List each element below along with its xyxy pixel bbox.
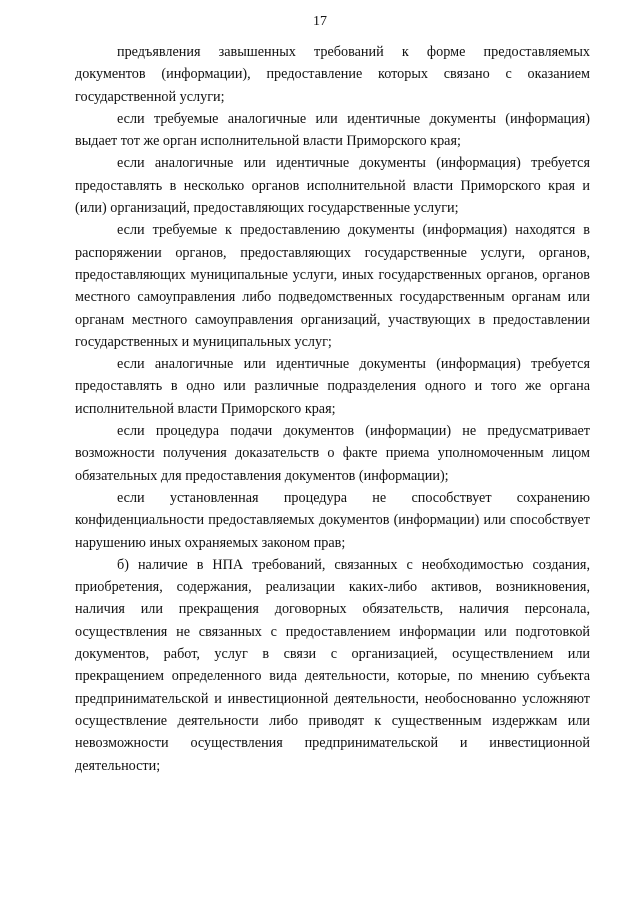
paragraph: если требуемые аналогичные или идентичные документы (информация) выдает тот же орган исполнительной власти Приморского края; xyxy=(75,110,590,150)
paragraph: если процедура подачи документов (информации) не предусматривает возможности получения доказательств о факте приема уполномоченным лицом обязательных для предоставления документов (информации); xyxy=(75,423,590,484)
document-body xyxy=(75,41,590,777)
page-number: 17 xyxy=(313,14,327,29)
paragraph: если аналогичные или идентичные документы (информация) требуется предоставлять в несколько органов исполнительной власти Приморского края и (или) организаций, предоставляющих государственные услуги; xyxy=(75,155,590,217)
paragraph: если установленная процедура не способствует сохранению конфиденциальности предоставляемых документов (информации) или способствует нарушению иных охраняемых законом прав; xyxy=(75,489,590,551)
paragraph: предъявления завышенных требований к форме предоставляемых документов (информации), предоставление которых связано с оказанием государственной услуги; xyxy=(75,44,590,105)
paragraph: если требуемые к предоставлению документы (информация) находятся в распоряжении органов, предоставляющих государственные услуги, органов, предоставляющих муниципальные услуги, иных государственных органов, органов местного самоуправления либо подведомственных государственным органам или органам местного самоуправления организаций, участвующих в предоставлении государственных и муниципальных услуг; xyxy=(75,222,590,350)
paragraph: б) наличие в НПА требований, связанных с необходимостью создания, приобретения, содержания, реализации каких-либо активов, возникновения, наличия или прекращения договорных обязательств, наличия персонала, осуществления не связанных с предоставлением информации или подготовкой документов, работ, услуг в связи с организацией, осуществлением или прекращением определенного вида деятельности, которые, по мнению субъекта предпринимательской и инвестиционной деятельности, необоснованно усложняют осуществление деятельности либо приводят к существенным издержкам или невозможности осуществления предпринимательской и инвестиционной деятельности; xyxy=(75,556,590,774)
paragraph: если аналогичные или идентичные документы (информация) требуется предоставлять в одно или различные подразделения одного и того же органа исполнительной власти Приморского края; xyxy=(75,356,590,417)
